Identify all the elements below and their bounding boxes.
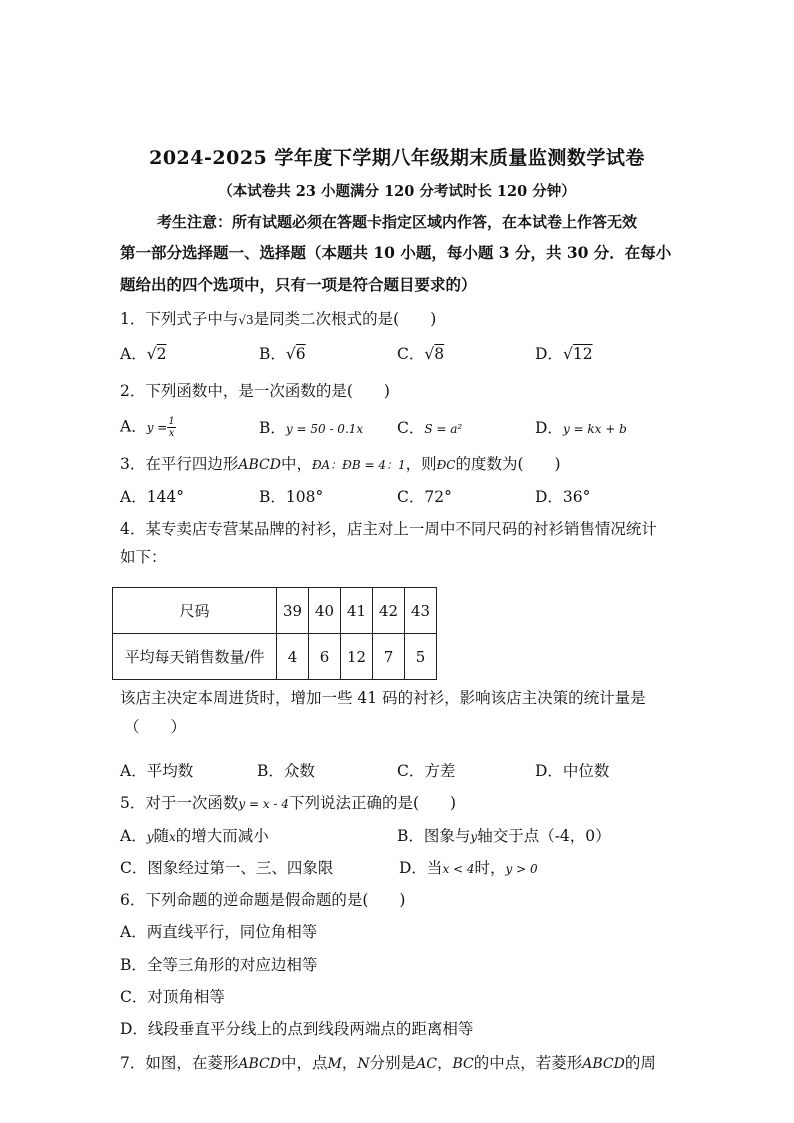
q7-stem-text-d: 的中点，若菱形 [473,1054,583,1072]
q7-comma-2: ， [436,1054,453,1072]
q7-stem-text-a: 7．如图，在菱形 [120,1054,239,1072]
q7-point-n: N [357,1056,370,1072]
q2-fraction-numerator: 1 [168,416,175,427]
table-cell-size: 39 [277,588,309,634]
q3-option-d: D．36° [535,488,591,506]
q5-option-b [397,826,611,847]
q2-option-c-label: C． [397,419,425,437]
q1-stem-text-a: 1．下列式子中与 [120,310,239,328]
q5-option-a [120,826,269,847]
q4-after-line2: （ ） [124,718,187,736]
table-cell-size: 43 [405,588,437,634]
q5-function: y = x - 4 [238,797,289,811]
q1-option-c-label: C． [397,345,425,363]
table-header-count: 平均每天销售数量/件 [113,634,277,680]
q1-option-a [120,344,166,364]
q5-option-d-mid: 时， [474,859,506,877]
q1-stem [120,309,436,330]
q7-stem-text-e: 的周 [624,1054,656,1072]
q3-angle-c: ÐC [436,458,456,472]
q4-stem-line2: 如下： [120,548,167,566]
q5-option-b-tail: 轴交于点（-4，0） [477,827,611,845]
q7-stem [120,1053,656,1074]
q6-option-b: B．全等三角形的对应边相等 [120,956,318,974]
q7-abcd-1: ABCD [238,1056,281,1072]
q5-option-c: C．图象经过第一、三、四象限 [120,859,334,877]
q2-option-b-value: y = 50 - 0.1x [285,422,364,436]
q4-stem-line1: 4．某专卖店专营某品牌的衬衫，店主对上一周中不同尺码的衬衫销售情况统计 [120,520,657,538]
q5-option-a-tail: 的增大而减小 [175,827,269,845]
q2-option-a-fraction [167,416,175,439]
q4-option-d: D．中位数 [535,762,610,780]
q2-option-b [259,418,363,439]
table-cell-count: 5 [405,634,437,680]
q7-comma: ， [341,1054,358,1072]
q7-abcd-2: ABCD [582,1056,625,1072]
table-cell-size: 42 [373,588,405,634]
q2-fraction-denominator: x [168,428,175,439]
table-cell-size: 40 [309,588,341,634]
candidate-notice: 考生注意：所有试题必须在答题卡指定区域内作答，在本试卷上作答无效 [156,213,637,231]
q3-abcd: ABCD [238,457,281,473]
q6-option-a: A．两直线平行，同位角相等 [120,923,318,941]
q3-stem-text-b: 中， [280,455,312,473]
q2-option-c-value: S = a² [424,422,463,436]
q3-stem-text-a: 3．在平行四边形 [120,455,239,473]
q1-option-b-label: B． [259,345,286,363]
table-cell-count: 12 [341,634,373,680]
q3-option-b: B．108° [259,488,324,506]
q7-stem-text-b: 中，点 [280,1054,328,1072]
q1-sqrt-value: 3 [246,313,254,327]
q4-after-line1: 该店主决定本周进货时，增加一些 41 码的衬衫，影响该店主决策的统计量是 [120,689,646,707]
q1-stem-text-b: 是同类二次根式的是( ) [253,310,437,328]
q5-option-d [399,858,538,879]
q5-stem [120,793,456,814]
q7-stem-text-c: 分别是 [369,1054,417,1072]
q1-option-c [397,344,444,364]
table-row-counts [113,634,437,680]
q1-option-d-sqrt: √12 [562,345,593,363]
q2-option-d-value: y = kx + b [562,422,627,436]
q1-option-b-value: 6 [295,345,306,363]
q5-option-b-y: y [470,830,478,844]
q7-segment-bc: BC [452,1056,474,1072]
exam-subtitle: （本试卷共 23 小题满分 120 分考试时长 120 分钟） [218,183,576,200]
q3-angle-ratio: ÐA：ÐB = 4：1 [312,458,406,472]
q2-option-a [120,416,176,439]
table-header-size: 尺码 [113,588,277,634]
q4-option-a: A．平均数 [120,762,194,780]
q2-option-a-lhs: y = [146,420,168,435]
q3-stem [120,454,561,475]
q1-option-b-sqrt: √6 [285,345,306,363]
q5-option-a-x: x [169,830,176,844]
q1-option-d [535,344,593,364]
q2-option-a-label: A． [120,417,147,436]
q5-option-a-mid: 随 [153,827,169,845]
q5-option-d-label: D．当 [399,859,443,877]
q1-option-a-sqrt: √2 [146,345,167,363]
q5-option-a-label: A． [120,827,147,845]
table-row-sizes [113,588,437,634]
q1-option-c-value: 8 [434,345,445,363]
q5-option-b-label: B．图象与 [397,827,471,845]
q1-option-a-value: 2 [156,345,167,363]
q3-stem-text-c: ，则 [405,455,437,473]
q5-stem-text-a: 5．对于一次函数 [120,794,239,812]
q3-stem-text-d: 的度数为( ) [455,455,561,473]
q1-option-d-value: 12 [572,345,593,363]
q3-option-a: A．144° [120,488,185,506]
q1-option-a-label: A． [120,345,147,363]
table-cell-count: 7 [373,634,405,680]
part1-instructions-line2: 题给出的四个选项中，只有一项是符合题目要求的） [120,275,477,294]
size-sales-table [112,587,437,680]
table-cell-size: 41 [341,588,373,634]
q5-option-d-condition: x < 4 [442,862,475,876]
q2-option-b-label: B． [259,419,286,437]
q1-option-d-label: D． [535,345,563,363]
q2-option-d-label: D． [535,419,563,437]
q5-option-a-y: y [146,830,154,844]
table-cell-count: 6 [309,634,341,680]
q5-stem-text-b: 下列说法正确的是( ) [288,794,457,812]
table-cell-count: 4 [277,634,309,680]
q6-option-c: C．对顶角相等 [120,988,225,1006]
q1-option-c-sqrt: √8 [424,345,445,363]
q3-option-c: C．72° [397,488,452,506]
q2-option-d [535,418,627,439]
page-title: 2024-2025 学年度下学期八年级期末质量监测数学试卷 [149,147,645,169]
q1-sqrt: √3 [238,313,254,327]
q7-point-m: M [327,1056,342,1072]
q6-stem: 6．下列命题的逆命题是假命题的是( ) [120,891,406,909]
q2-option-c [397,418,462,439]
q4-option-b: B．众数 [257,762,315,780]
part1-instructions-line1: 第一部分选择题一、选择题（本题共 10 小题，每小题 3 分，共 30 分．在每小 [120,243,672,262]
q4-option-c: C．方差 [397,762,456,780]
q2-stem: 2．下列函数中，是一次函数的是( ) [120,382,390,400]
q7-segment-ac: AC [416,1056,437,1072]
q5-option-d-result: y > 0 [505,862,538,876]
q6-option-d: D．线段垂直平分线上的点到线段两端点的距离相等 [120,1020,474,1038]
q1-option-b [259,344,306,364]
